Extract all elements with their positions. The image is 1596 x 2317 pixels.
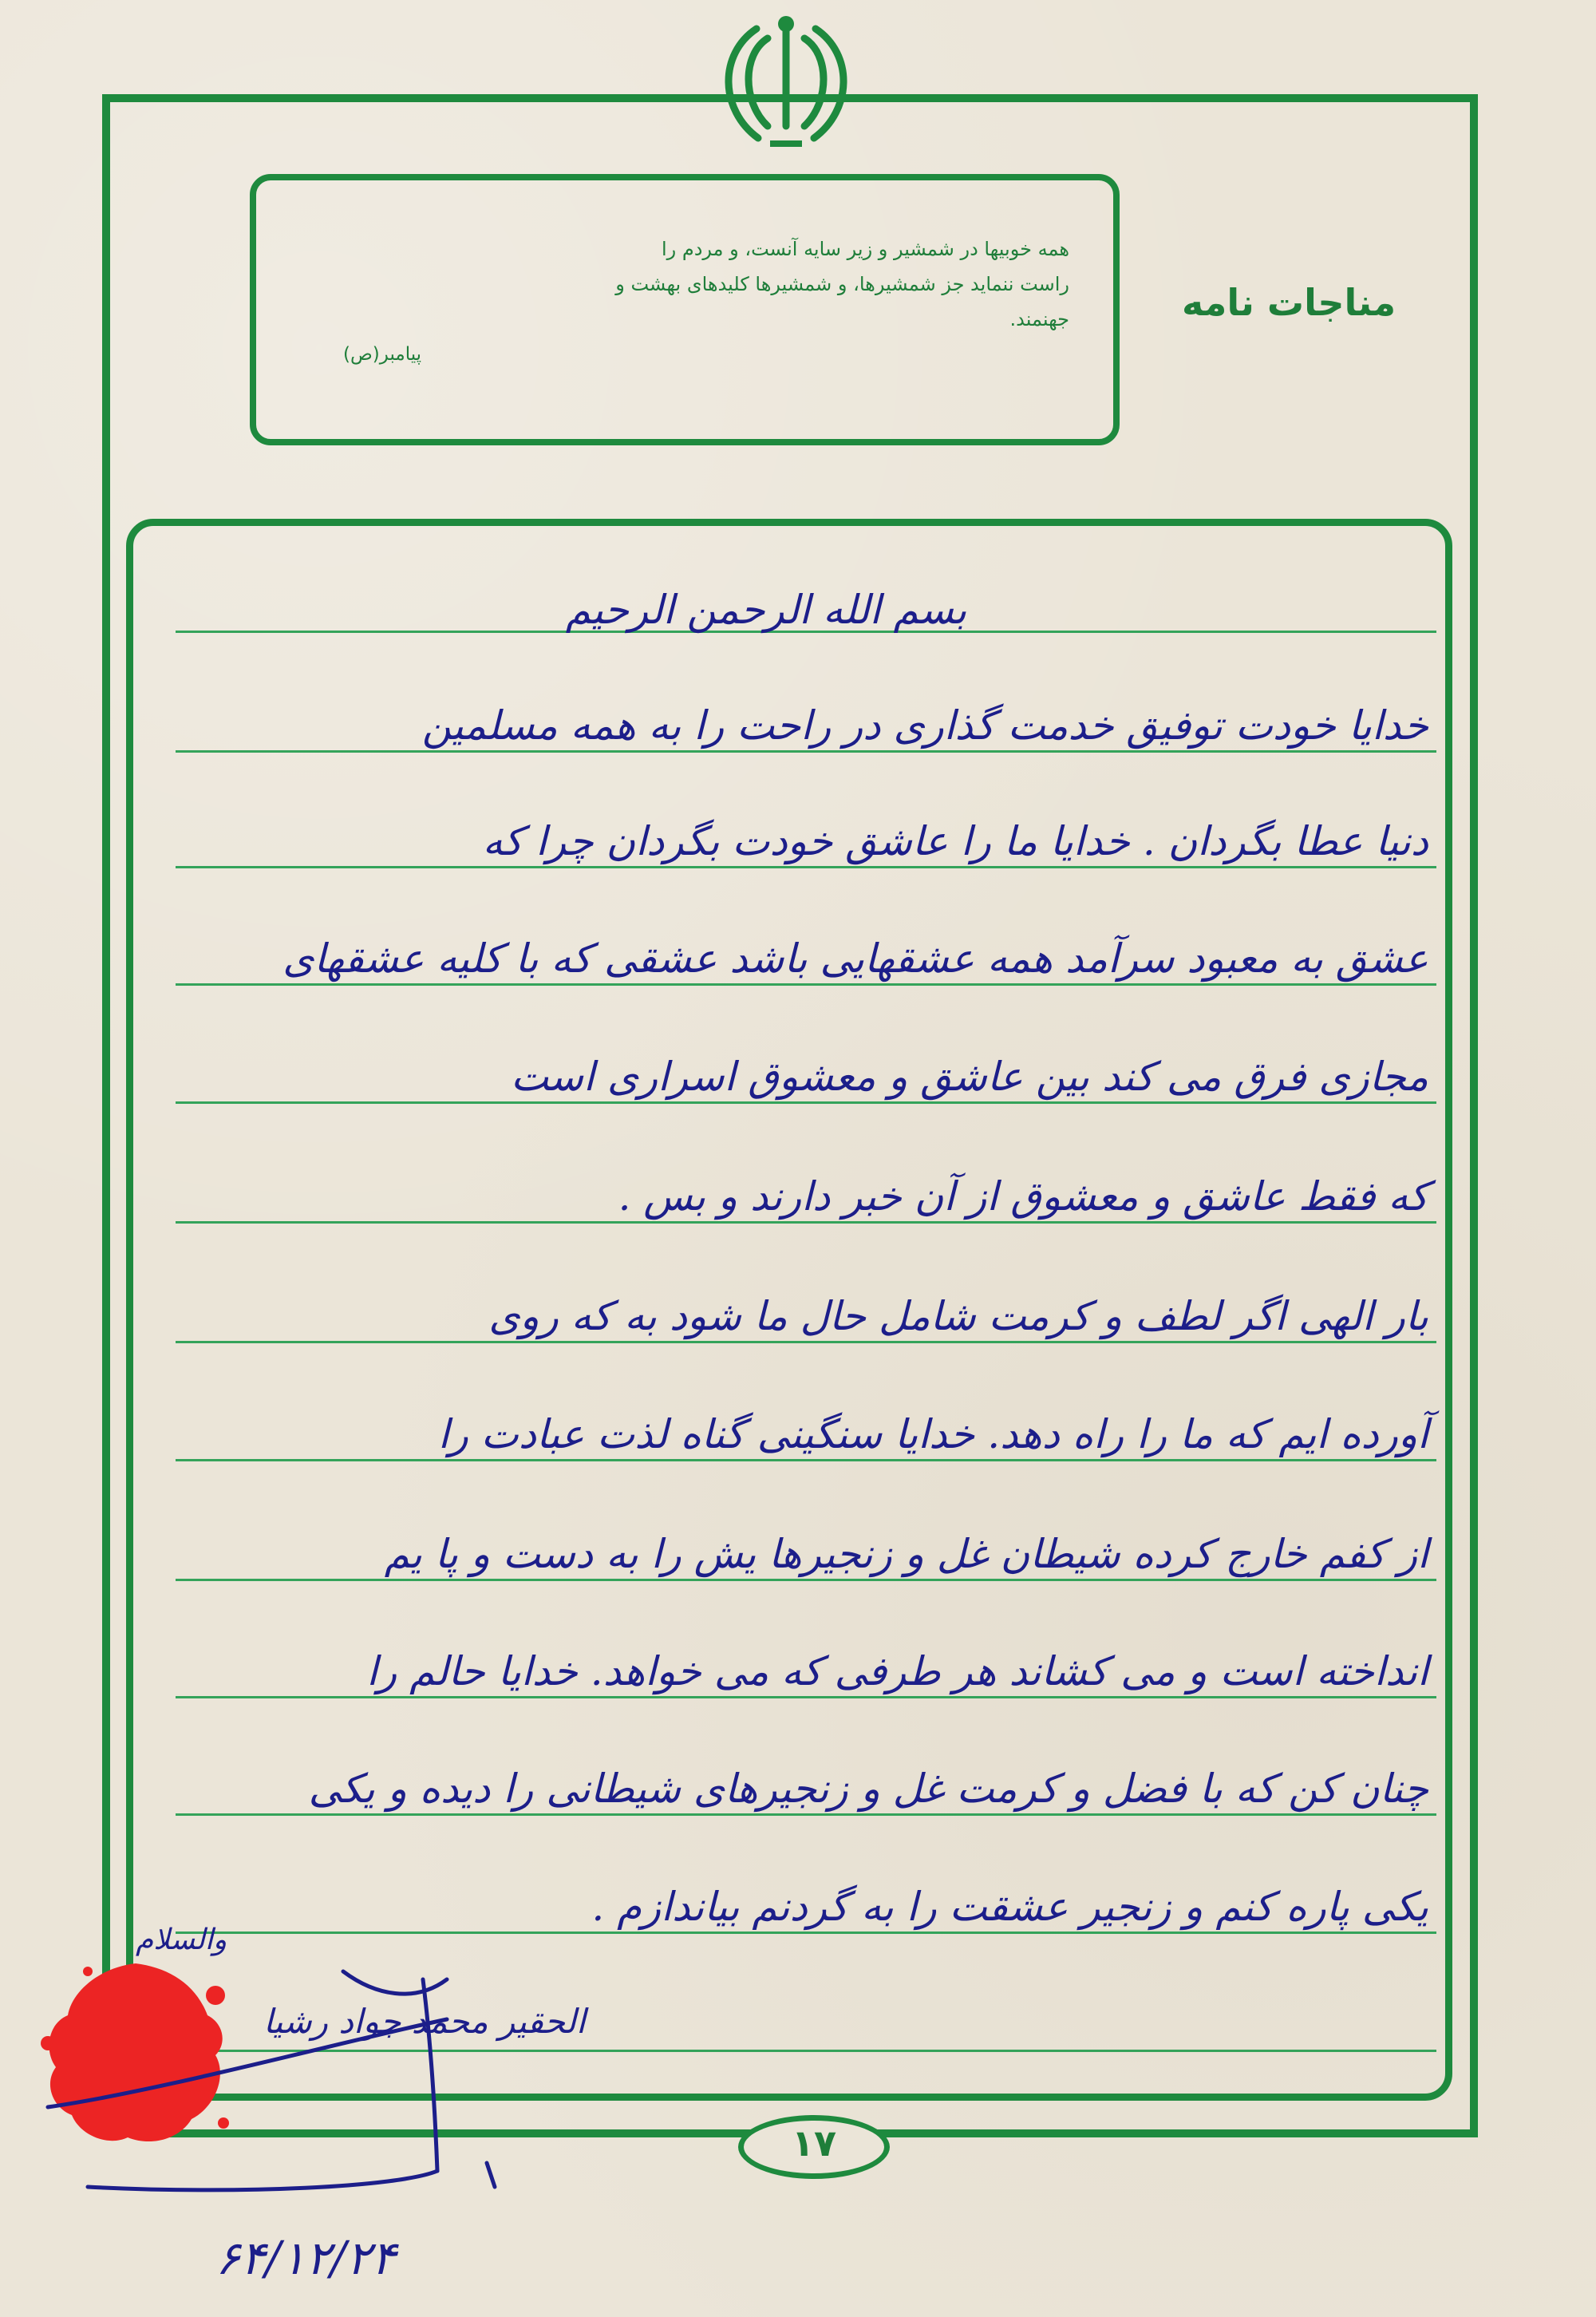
letter-line: خدایا خودت توفیق خدمت گذاری در راحت را به همه مسلمین bbox=[421, 702, 1428, 749]
quote-text bbox=[303, 231, 1069, 365]
ruled-line bbox=[176, 1221, 1436, 1224]
quote-attribution: پیامبر(ص) bbox=[343, 344, 422, 365]
letter-date: ۶۴/۱۲/۲۴ bbox=[215, 2231, 396, 2285]
letter-opening: بسم الله الرحمن الرحیم bbox=[565, 587, 967, 633]
ruled-line bbox=[176, 1579, 1436, 1581]
letter-line: چنان کن که با فضل و کرمت غل و زنجیرهای شیطانی را دیده و یکی bbox=[308, 1765, 1428, 1812]
ruled-line bbox=[176, 1696, 1436, 1698]
quote-line: جهنمند. bbox=[1009, 308, 1069, 330]
ruled-line bbox=[176, 1341, 1436, 1343]
letter-line: عشق به معبود سرآمد همه عشقهایی باشد عشقی که با کلیه عشقهای bbox=[282, 935, 1428, 982]
ruled-line bbox=[176, 1813, 1436, 1816]
ruled-line bbox=[176, 866, 1436, 868]
letter-line: از کفم خارج کرده شیطان غل و زنجیرها یش را به دست و پا یم bbox=[384, 1531, 1428, 1577]
closing-text: والسلام bbox=[136, 1924, 227, 1956]
page-number: ۱۷ bbox=[791, 2121, 837, 2165]
letter-line: آورده ایم که ما را راه دهد. خدایا سنگینی گناه لذت عبادت را bbox=[437, 1411, 1428, 1457]
quote-line: راست ننماید جز شمشیرها، و شمشیرها کلیدهای بهشت و bbox=[615, 273, 1069, 295]
letter-line: یکی پاره کنم و زنجیر عشقت را به گردنم بیاندازم . bbox=[591, 1884, 1428, 1930]
ruled-line bbox=[176, 1931, 1436, 1934]
letter-line: انداخته است و می کشاند هر طرفی که می خواهد. خدایا حالم را bbox=[366, 1648, 1428, 1694]
letter-line: که فقط عاشق و معشوق از آن خبر دارند و بس . bbox=[618, 1173, 1428, 1220]
letter-line: دنیا عطا بگردان . خدایا ما را عاشق خودت بگردان چرا که bbox=[482, 818, 1428, 864]
ruled-line bbox=[176, 983, 1436, 986]
quote-line: همه خوبیها در شمشیر و زیر سایه آنست، و مردم را bbox=[661, 238, 1069, 260]
letter-line: بار الهی اگر لطف و کرمت شامل حال ما شود به که روی bbox=[488, 1293, 1428, 1339]
ruled-line bbox=[176, 1101, 1436, 1104]
handwritten-signature-icon bbox=[0, 1947, 606, 2203]
ruled-line bbox=[176, 750, 1436, 753]
signer-name: الحقیر محمد جواد رشیا bbox=[263, 2002, 586, 2041]
letter-line: مجازی فرق می کند بین عاشق و معشوق اسراری است bbox=[511, 1054, 1428, 1100]
booklet-title: مناجات نامه bbox=[1181, 281, 1396, 324]
ruled-line bbox=[176, 1459, 1436, 1461]
